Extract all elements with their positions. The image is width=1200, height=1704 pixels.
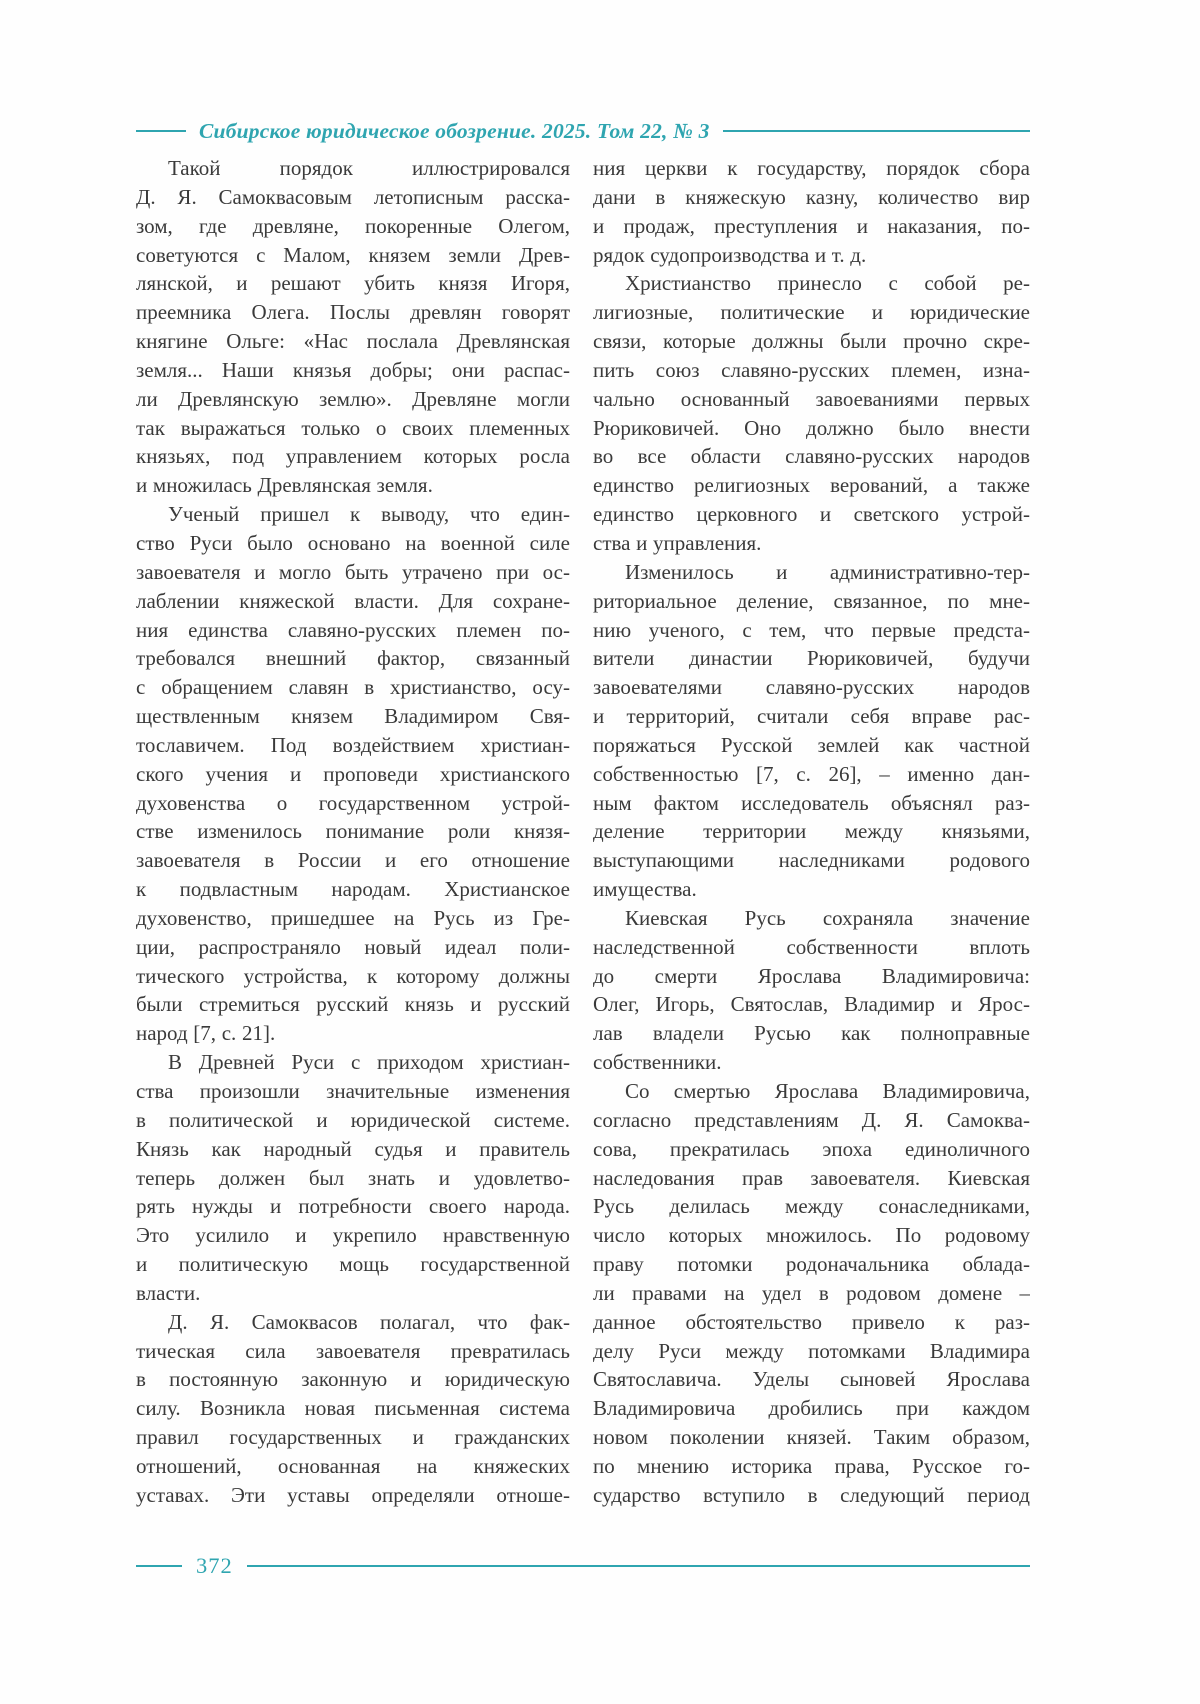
text-line: и территорий, считали себя вправе рас- xyxy=(593,704,1030,729)
page-footer xyxy=(136,1551,1030,1581)
header-rule-right xyxy=(723,130,1030,132)
text-line: по мнению историка права, Русское го- xyxy=(593,1453,1030,1478)
text-line: ли Древлянскую землю». Древляне могли xyxy=(136,386,570,411)
text-line: ции, распространяло новый идеал поли- xyxy=(136,934,570,959)
text-line: тославичем. Под воздействием христиан- xyxy=(136,732,570,757)
text-line: лав владели Русью как полноправные xyxy=(593,1021,1030,1046)
text-line: ского учения и проповеди христианского xyxy=(136,761,570,786)
journal-title: Сибирское юридическое обозрение. 2025. Том 22, № 3 xyxy=(199,118,710,143)
text-line: ществленным князем Владимиром Свя- xyxy=(136,704,570,729)
paragraph xyxy=(136,1308,570,1510)
text-line: Такой порядок иллюстрировался xyxy=(168,156,570,180)
paragraph xyxy=(593,154,1030,269)
text-line: деление территории между князьями, xyxy=(593,819,1030,844)
text-line: чально основанный завоеваниями первых xyxy=(593,386,1030,411)
text-line: в постоянную законную и юридическую xyxy=(136,1367,570,1392)
text-line: в политической и юридической системе. xyxy=(136,1107,570,1132)
article-body xyxy=(136,154,1030,1510)
text-line: лигиозные, политические и юридические xyxy=(593,300,1030,325)
text-line: и политическую мощь государственной xyxy=(136,1252,570,1277)
text-line: поряжаться Русской землей как частной xyxy=(593,732,1030,757)
text-line: единство церковного и светского устрой- xyxy=(593,502,1030,527)
text-line: собственностью [7, с. 26], – именно дан- xyxy=(593,761,1030,786)
text-line: и продаж, преступления и наказания, по- xyxy=(593,213,1030,238)
paragraph xyxy=(593,1077,1030,1510)
text-line: во все области славяно-русских народов xyxy=(593,444,1030,469)
text-line: княгине Ольге: «Нас послала Древлянская xyxy=(136,329,570,354)
text-line: наследственной собственности вплоть xyxy=(593,934,1030,959)
text-line: так выражаться только о своих племенных xyxy=(136,415,570,440)
text-line: ния единства славяно-русских племен по- xyxy=(136,617,570,642)
text-line: Со смертью Ярослава Владимировича, xyxy=(625,1079,1030,1103)
text-line: собственники. xyxy=(593,1050,722,1075)
paragraph xyxy=(593,904,1030,1077)
text-line: ство Руси было основано на военной силе xyxy=(136,530,570,555)
text-line: выступающими наследниками родового xyxy=(593,848,1030,873)
text-line: к подвластным народам. Христианское xyxy=(136,877,570,902)
text-line: и множилась Древлянская земля. xyxy=(136,473,433,498)
text-line: Рюриковичей. Оно должно было внести xyxy=(593,415,1030,440)
text-line: Киевская Русь сохраняла значение xyxy=(625,905,1030,930)
footer-rule-left xyxy=(136,1565,182,1567)
text-line: стве изменилось понимание роли князя- xyxy=(136,819,570,844)
text-line: лаблении княжеской власти. Для сохране- xyxy=(136,588,570,613)
text-line: тическая сила завоевателя превратилась xyxy=(136,1338,570,1363)
text-line: риториальное деление, связанное, по мне- xyxy=(593,588,1030,613)
paragraph xyxy=(136,1048,570,1308)
text-line: ным фактом исследователь объяснял раз- xyxy=(593,790,1030,815)
text-line: Изменилось и административно-тер- xyxy=(625,559,1030,584)
text-line: дани в княжескую казну, количество вир xyxy=(593,184,1030,209)
text-line: власти. xyxy=(136,1280,201,1305)
text-line: Олег, Игорь, Святослав, Владимир и Ярос- xyxy=(593,992,1030,1017)
paragraph xyxy=(136,500,570,1048)
text-line: В Древней Руси с приходом христиан- xyxy=(168,1050,570,1075)
text-line: Святославича. Уделы сыновей Ярослава xyxy=(593,1367,1030,1392)
text-line: рять нужды и потребности своего народа. xyxy=(136,1194,570,1219)
text-line: тического устройства, к которому должны xyxy=(136,963,570,988)
text-line: Русь делилась между сонаследниками, xyxy=(593,1194,1030,1219)
text-line: данное обстоятельство привело к раз- xyxy=(593,1309,1030,1334)
text-line: духовенства о государственном устрой- xyxy=(136,790,570,815)
text-line: силу. Возникла новая письменная система xyxy=(136,1396,570,1421)
text-line: вители династии Рюриковичей, будучи xyxy=(593,646,1030,671)
text-line: уставах. Эти уставы определяли отноше- xyxy=(136,1482,570,1507)
text-line: праву потомки родоначальника облада- xyxy=(593,1252,1030,1277)
text-line: нию ученого, с тем, что первые предста- xyxy=(593,617,1030,642)
text-line: делу Руси между потомками Владимира xyxy=(593,1338,1030,1363)
text-line: согласно представлениям Д. Я. Самоква- xyxy=(593,1107,1030,1132)
text-line: до смерти Ярослава Владимировича: xyxy=(593,963,1030,988)
text-line: отношений, основанная на княжеских xyxy=(136,1453,570,1478)
text-line: имущества. xyxy=(593,877,697,902)
footer-rule-right xyxy=(247,1565,1030,1567)
text-line: лянской, и решают убить князя Игоря, xyxy=(136,271,570,296)
page-number: 372 xyxy=(196,1552,233,1578)
text-line: ли правами на удел в родовом домене – xyxy=(593,1280,1030,1305)
text-line: Владимировича дробились при каждом xyxy=(593,1396,1030,1421)
text-line: были стремиться русский князь и русский xyxy=(136,992,570,1017)
text-line: Христианство принесло с собой ре- xyxy=(625,271,1030,296)
text-line: земля... Наши князья добры; они распас- xyxy=(136,357,570,382)
running-head xyxy=(136,117,1030,145)
text-line: Д. Я. Самоквасовым летописным расска- xyxy=(136,184,570,209)
text-line: Ученый пришел к выводу, что един- xyxy=(168,502,570,527)
text-line: Князь как народный судья и правитель xyxy=(136,1136,570,1161)
text-line: число которых множилось. По родовому xyxy=(593,1223,1030,1248)
text-line: Д. Я. Самоквасов полагал, что фак- xyxy=(168,1309,570,1334)
text-line: теперь должен был знать и удовлетво- xyxy=(136,1165,570,1190)
text-line: ства произошли значительные изменения xyxy=(136,1079,570,1103)
text-line: с обращением славян в христианство, осу- xyxy=(136,675,570,700)
text-line: сова, прекратилась эпоха единоличного xyxy=(593,1136,1030,1161)
text-line: князьях, под управлением которых росла xyxy=(136,444,570,469)
text-line: завоевателями славяно-русских народов xyxy=(593,675,1030,700)
text-line: ства и управления. xyxy=(593,530,762,555)
text-line: народ [7, с. 21]. xyxy=(136,1021,276,1046)
paragraph xyxy=(593,269,1030,557)
text-line: завоевателя в России и его отношение xyxy=(136,848,570,873)
text-line: завоевателя и могло быть утрачено при ос- xyxy=(136,559,570,584)
text-line: духовенство, пришедшее на Русь из Гре- xyxy=(136,905,570,930)
text-line: новом поколении князей. Таким образом, xyxy=(593,1425,1030,1450)
text-line: ния церкви к государству, порядок сбора xyxy=(593,156,1030,180)
text-line: требовался внешний фактор, связанный xyxy=(136,646,570,671)
column-left xyxy=(136,154,570,1510)
paragraph xyxy=(136,154,570,500)
text-line: рядок судопроизводства и т. д. xyxy=(593,242,867,267)
text-line: единство религиозных верований, а также xyxy=(593,473,1030,498)
paragraph xyxy=(593,558,1030,904)
column-right xyxy=(593,154,1030,1510)
text-line: сударство вступило в следующий период xyxy=(593,1482,1030,1507)
text-line: советуются с Малом, князем земли Древ- xyxy=(136,242,570,267)
header-rule-left xyxy=(136,130,186,132)
text-line: преемника Олега. Послы древлян говорят xyxy=(136,300,570,325)
text-line: наследования прав завоевателя. Киевская xyxy=(593,1165,1030,1190)
text-line: пить союз славяно-русских племен, изна- xyxy=(593,357,1030,382)
text-line: связи, которые должны были прочно скре- xyxy=(593,329,1030,354)
text-line: зом, где древляне, покоренные Олегом, xyxy=(136,213,570,238)
text-line: правил государственных и гражданских xyxy=(136,1425,570,1450)
text-line: Это усилило и укрепило нравственную xyxy=(136,1223,570,1248)
